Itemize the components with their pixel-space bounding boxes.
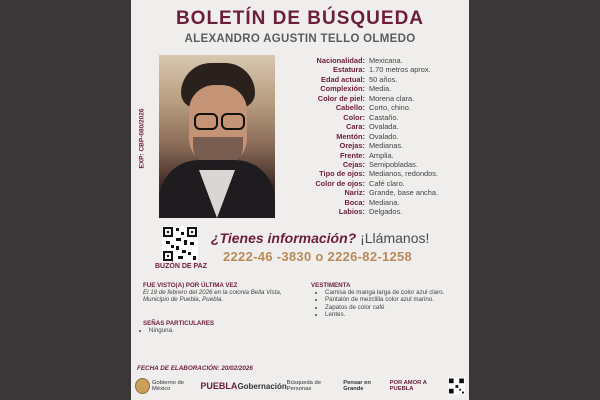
detail-row: Complexión: Media.: [320, 84, 392, 94]
marks-list: [141, 327, 174, 334]
detail-row: Orejas: Medianas.: [339, 141, 404, 151]
pensar-logo: Pensar en Grande: [343, 380, 371, 392]
list-item: • Lentes.: [325, 311, 444, 318]
qr-code-icon[interactable]: [162, 226, 198, 262]
last-seen-title: FUE VISTO(A) POR ÚLTIMA VEZ: [143, 282, 238, 289]
detail-row: Cabello: Corto, chino.: [335, 103, 411, 113]
detail-row: Color de piel: Morena clara.: [317, 93, 415, 103]
list-item: • Camisa de manga larga de color azul claro.: [325, 289, 444, 296]
detail-row: Boca: Mediana.: [344, 197, 400, 207]
detail-row: Color de ojos: Café claro.: [315, 178, 405, 188]
left-background: [0, 0, 130, 400]
creation-date: FECHA DE ELABORACIÓN: 20/02/2026: [137, 365, 253, 372]
gobernacion-logo: Gobernación: [237, 381, 287, 391]
list-item: • Pantalón de mezclilla color azul marino.: [325, 296, 444, 303]
bulletin-sheet: [131, 0, 469, 400]
file-number: EXP: CBP-080/2026: [138, 108, 146, 169]
detail-row: Frente: Amplia.: [339, 150, 394, 160]
bulletin-title: BOLETÍN DE BÚSQUEDA: [175, 8, 425, 29]
detail-row: Color: Castaño.: [343, 112, 399, 122]
last-seen-text: El 19 de febrero del 2026 en la colonia Bella Vista, Municipio de Puebla, Puebla.: [143, 289, 282, 304]
footer-logos: [135, 375, 465, 397]
detail-row: Cejas: Semipobladas.: [342, 159, 418, 169]
detail-row: Nariz: Grande, base ancha.: [344, 188, 439, 198]
clothing-list: [317, 289, 444, 319]
phone-numbers: 2222-46 -3830 o 2226-82-1258: [223, 249, 413, 264]
marks-title: SEÑAS PARTICULARES: [143, 320, 215, 327]
list-item: • Zapatos de color café: [325, 304, 444, 311]
detail-row: Estatura: 1.70 metros aprox.: [332, 65, 431, 75]
buzon-de-paz-label: BUZÓN DE PAZ: [155, 263, 207, 270]
person-photo: [159, 55, 275, 218]
detail-row: Mentón: Ovalado.: [336, 131, 399, 141]
info-prompt: ¿Tienes información? ¡Llámanos!: [211, 230, 430, 246]
busqueda-logo: Búsqueda de Personas: [286, 380, 321, 392]
detail-row: Edad actual: 50 años.: [321, 74, 398, 84]
puebla-logo: PUEBLA: [200, 381, 238, 391]
footer-qr-icon: [448, 377, 465, 395]
detail-row: Labios: Delgados.: [338, 207, 403, 217]
seal-icon: [135, 378, 150, 394]
detail-row: Nacionalidad: Mexicana.: [316, 56, 403, 65]
list-item: • Ninguna.: [149, 327, 174, 334]
clothing-title: VESTIMENTA: [311, 282, 351, 289]
detail-row: Tipo de ojos: Medianos, redondos.: [319, 169, 439, 179]
person-name: ALEXANDRO AGUSTIN TELLO OLMEDO: [184, 33, 416, 45]
por-amor-logo: POR AMOR A PUEBLA: [389, 380, 427, 392]
right-background: [470, 0, 600, 400]
description-list: [281, 56, 465, 217]
gobierno-mexico-logo: Gobierno de México: [135, 378, 200, 394]
detail-row: Cara: Ovalada.: [346, 122, 399, 132]
